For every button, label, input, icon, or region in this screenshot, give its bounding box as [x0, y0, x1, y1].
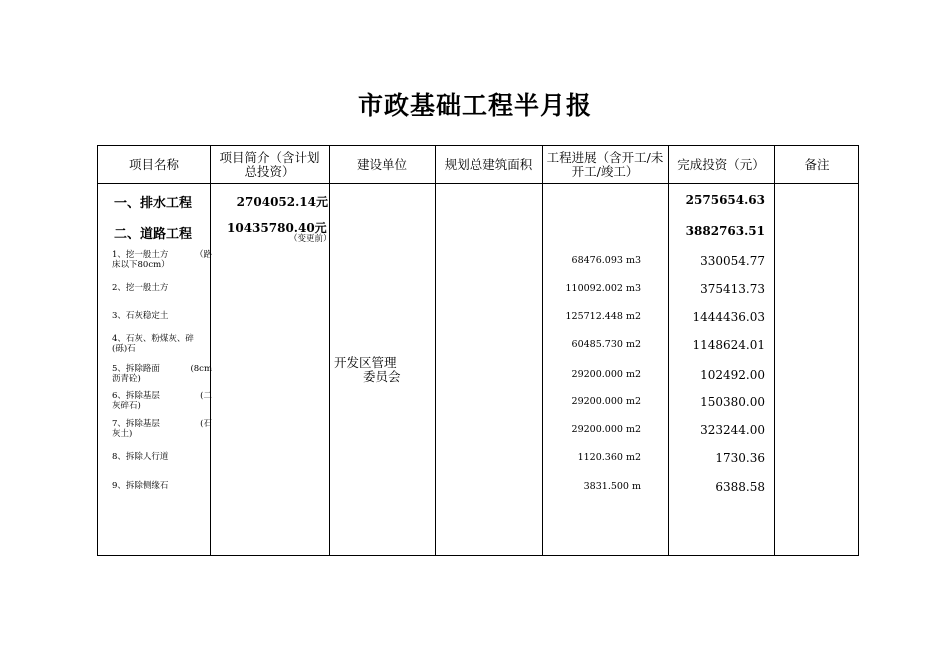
item-progress: 125712.448 m2 [565, 311, 641, 322]
page-title: 市政基础工程半月报 [357, 91, 592, 120]
category-road-investment: 3882763.51 [685, 224, 765, 238]
item-name [112, 311, 212, 321]
column-divider [435, 146, 436, 555]
header-investment: 完成投资（元） [677, 156, 765, 172]
category-road-name: 二、道路工程 [114, 227, 193, 242]
item-investment: 323244.00 [700, 423, 765, 437]
item-name [112, 481, 212, 491]
item-investment: 1730.36 [715, 451, 765, 465]
item-name [112, 283, 212, 293]
item-name-line-2: 沥青砼) [112, 374, 141, 384]
header-project-summary: 项目简介（含计划总投资） [219, 149, 320, 179]
item-name [112, 364, 212, 384]
item-name-line-1 [112, 419, 212, 429]
header-progress: 工程进展（含开工/未开工/竣工） [546, 149, 664, 179]
item-name-line-1 [112, 311, 212, 321]
header-project-name: 项目名称 [128, 156, 179, 172]
item-progress: 29200.000 m2 [571, 424, 641, 435]
item-name-line-1 [112, 283, 212, 293]
item-name-text: 8、拆除人行道 [112, 452, 169, 462]
item-progress: 110092.002 m3 [565, 283, 641, 294]
item-investment: 6388.58 [715, 480, 765, 494]
item-name [112, 334, 212, 354]
item-investment: 1444436.03 [692, 310, 765, 324]
item-name-suffix: (8cm [190, 364, 212, 374]
item-investment: 330054.77 [700, 254, 765, 268]
item-name-text: 3、石灰稳定土 [112, 311, 169, 321]
builder-name [334, 356, 424, 384]
column-divider [774, 146, 775, 555]
item-investment: 150380.00 [700, 395, 765, 409]
category-drainage-name: 一、排水工程 [114, 196, 193, 211]
item-progress: 29200.000 m2 [571, 396, 641, 407]
item-progress: 1120.360 m2 [577, 452, 641, 463]
category-drainage-investment: 2575654.63 [685, 193, 765, 207]
item-investment: 375413.73 [700, 282, 765, 296]
item-name [112, 391, 212, 411]
category-drainage-budget: 2704052.14元 [236, 195, 328, 209]
category-road-budget: 10435780.40元 [227, 221, 327, 235]
item-name [112, 419, 212, 439]
item-name [112, 250, 212, 270]
item-name-suffix: (二 [200, 391, 212, 401]
item-name-line-1 [112, 250, 212, 260]
item-name-text: 1、挖一般土方 [112, 250, 169, 260]
item-name-line-2: 床以下80cm） [112, 260, 170, 270]
builder-line-1: 开发区管理 [334, 355, 397, 370]
column-divider [329, 146, 330, 555]
item-name-line-1 [112, 452, 212, 462]
item-name-line-1 [112, 364, 212, 374]
item-name-suffix: （路 [194, 250, 212, 260]
item-investment: 1148624.01 [692, 338, 765, 352]
item-name-line-2: 灰土) [112, 429, 133, 439]
item-progress: 29200.000 m2 [571, 369, 641, 380]
report-table [97, 145, 859, 556]
item-progress: 3831.500 m [583, 481, 641, 492]
item-name-line-1 [112, 481, 212, 491]
item-name [112, 452, 212, 462]
header-builder: 建设单位 [356, 156, 407, 172]
item-name-text: 2、挖一般土方 [112, 283, 169, 293]
item-progress: 60485.730 m2 [571, 339, 641, 350]
item-name-suffix: (石 [200, 419, 212, 429]
header-divider [98, 183, 858, 184]
item-name-text: 7、拆除基层 [112, 419, 160, 429]
item-name-line-2: (砾)石 [112, 344, 136, 354]
item-name-text: 4、石灰、粉煤灰、碎 [112, 334, 194, 344]
item-name-line-1 [112, 334, 212, 344]
item-investment: 102492.00 [700, 368, 765, 382]
item-name-line-2: 灰碎石) [112, 401, 141, 411]
header-planned-area: 规划总建筑面积 [444, 156, 533, 172]
item-name-line-1 [112, 391, 212, 401]
item-name-text: 9、拆除侧缘石 [112, 481, 169, 491]
category-road-budget-note: （变更前） [289, 234, 332, 244]
item-name-text: 5、拆除路面 [112, 364, 160, 374]
column-divider [542, 146, 543, 555]
item-name-text: 6、拆除基层 [112, 391, 160, 401]
builder-line-2: 委员会 [363, 369, 401, 384]
header-remarks: 备注 [804, 156, 830, 172]
item-progress: 68476.093 m3 [571, 255, 641, 266]
